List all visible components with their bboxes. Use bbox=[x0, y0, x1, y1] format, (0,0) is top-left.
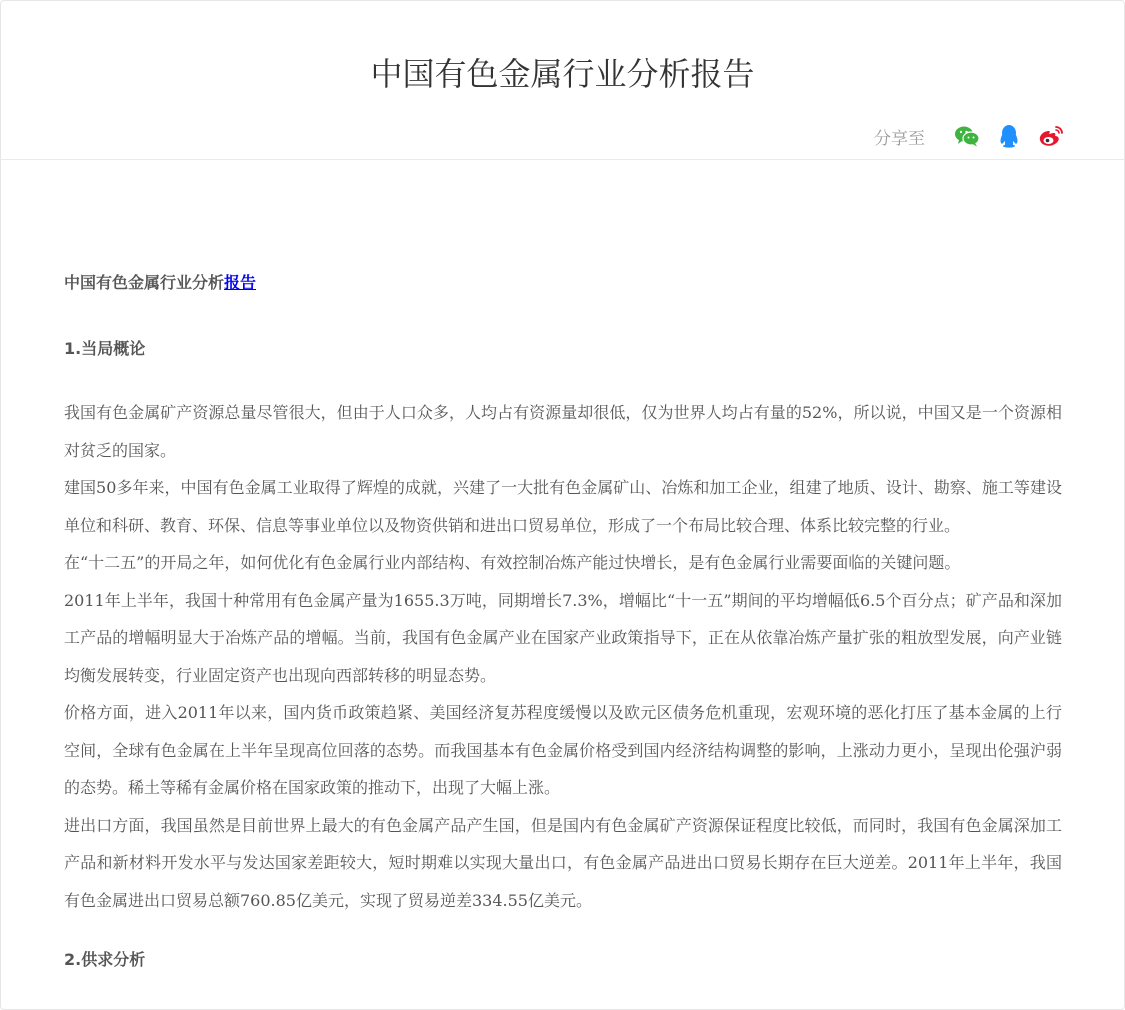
page-title: 中国有色金属行业分析报告 bbox=[370, 55, 755, 93]
section-2-heading: 2.供求分析 bbox=[64, 950, 146, 969]
weibo-icon[interactable] bbox=[1037, 122, 1065, 150]
report-link[interactable]: 报告 bbox=[224, 273, 257, 292]
qq-icon[interactable] bbox=[995, 122, 1023, 150]
share-bar bbox=[874, 118, 1065, 154]
article-body bbox=[64, 262, 1062, 981]
paragraph: 在“十二五”的开局之年，如何优化有色金属行业内部结构、有效控制冶炼产能过快增长，是有色金属行业需要面临的关键问题。 bbox=[64, 553, 961, 572]
paragraph: 建国50多年来，中国有色金属工业取得了辉煌的成就，兴建了一大批有色金属矿山、冶炼和加工企业，组建了地质、设计、勘察、施工等建设单位和科研、教育、环保、信息等事业单位以及物资供销和进出口贸易单位，形成了一个布局比较合理、体系比较完整的行业。 bbox=[64, 478, 1062, 535]
paragraph: 价格方面，进入2011年以来，国内货币政策趋紧、美国经济复苏程度缓慢以及欧元区债务危机重现，宏观环境的恶化打压了基本金属的上行空间，全球有色金属在上半年呈现高位回落的态势。而我国基本有色金属价格受到国内经济结构调整的影响，上涨动力更小，呈现出伦强沪弱的态势。稀土等稀有金属价格在国家政策的推动下，出现了大幅上涨。 bbox=[64, 703, 1062, 797]
paragraph: 进出口方面，我国虽然是目前世界上最大的有色金属产品产生国，但是国内有色金属矿产资源保证程度比较低，而同时，我国有色金属深加工产品和新材料开发水平与发达国家差距较大，短时期难以实现大量出口，有色金属产品进出口贸易长期存在巨大逆差。2011年上半年，我国有色金属进出口贸易总额760.85亿美元，实现了贸易逆差334.55亿美元。 bbox=[64, 815, 1062, 910]
article-header bbox=[0, 0, 1125, 160]
wechat-icon[interactable] bbox=[953, 122, 981, 150]
intro-title: 中国有色金属行业分析 bbox=[64, 273, 225, 292]
section-1-heading: 1.当局概论 bbox=[64, 339, 146, 358]
intro-heading bbox=[64, 262, 1062, 304]
paragraph: 我国有色金属矿产资源总量尽管很大，但由于人口众多，人均占有资源量却很低，仅为世界人均占有量的52%，所以说，中国又是一个资源相对贫乏的国家。 bbox=[64, 403, 1062, 460]
paragraph: 2011年上半年，我国十种常用有色金属产量为1655.3万吨，同期增长7.3%，增幅比“十一五”期间的平均增幅低6.5个百分点；矿产品和深加工产品的增幅明显大于冶炼产品的增幅。当前，我国有色金属产业在国家产业政策指导下，正在从依靠冶炼产量扩张的粗放型发展，向产业链均衡发展转变，行业固定资产也出现向西部转移的明显态势。 bbox=[64, 590, 1062, 685]
share-label: 分享至 bbox=[874, 128, 925, 149]
